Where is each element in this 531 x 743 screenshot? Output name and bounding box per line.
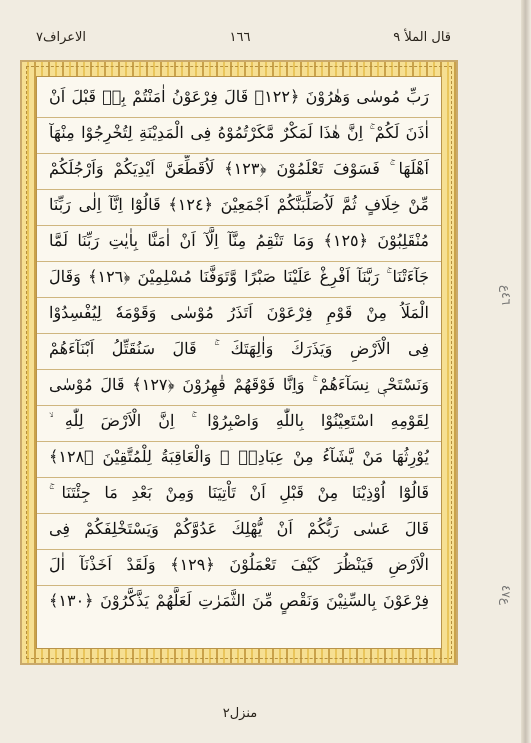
line-divider (37, 153, 441, 154)
page-header (0, 30, 531, 54)
line-divider (37, 477, 441, 478)
line-divider (37, 261, 441, 262)
verse-line: اٰذَنَ لَكُمْ ۚ اِنَّ هٰذَا لَمَكْرٌ مَّكَرْتُمُوْهُ فِی الْمَدِيْنَةِ لِتُخْرِجُوْا مِنْهَآ (49, 123, 429, 142)
verse-line: لِقَوْمِهِ اسْتَعِيْنُوْا بِاللّٰهِ وَاصْبِرُوْا ۚ اِنَّ الْاَرْضَ لِلّٰهِ ۙ (49, 411, 429, 430)
manzil-marker: منزل٢ (222, 706, 258, 721)
page-number: ١٦٦ (229, 30, 251, 45)
juz-name: قال الملأ ٩ (393, 30, 451, 45)
surah-name: الاعراف٧ (36, 30, 87, 45)
ornamental-border-frame (20, 60, 458, 665)
verse-line: فِی الْاَرْضِ وَيَذَرَكَ وَاٰلِهَتَكَ ۚ قَالَ سَنُقَتِّلُ اَبْنَآءَهُمْ (49, 339, 429, 358)
page-seam (521, 0, 531, 743)
line-divider (37, 333, 441, 334)
line-divider (37, 405, 441, 406)
verse-line: مِّنْ خِلَافٍ ثُمَّ لَاُصَلِّبَنَّكُمْ اَجْمَعِيْنَ ﴿١٢٤﴾ قَالُوْٓا اِنَّآ اِلٰى رَبِّنَا (49, 195, 429, 214)
verse-line: رَبِّ مُوسٰى وَهٰرُوْنَ ﴿١٢٢﴾ قَالَ فِرْعَوْنُ اٰمَنْتُمْ بِهٖ قَبْلَ اَنْ (49, 87, 429, 106)
verse-line: الْاَرْضِ فَيَنْظُرَ كَيْفَ تَعْمَلُوْنَ ﴿١٢٩﴾ وَلَقَدْ اَخَذْنَآ اٰلَ (49, 555, 429, 574)
verse-line: فِرْعَوْنَ بِالسِّنِيْنَ وَنَقْصٍ مِّنَ الثَّمَرٰتِ لَعَلَّهُمْ يَذَّكَّرُوْنَ ﴿١٣٠﴾ (49, 591, 429, 610)
verse-line: جَآءَتْنَا ۚ رَبَّنَآ اَفْرِغْ عَلَيْنَا صَبْرًا وَّتَوَفَّنَا مُسْلِمِيْنَ ﴿١٢٦﴾ وَقَالَ (49, 267, 429, 286)
verse-line: وَنَسْتَحْیٖ نِسَآءَهُمْ ۚ وَاِنَّا فَوْقَهُمْ قٰهِرُوْنَ ﴿١٢٧﴾ قَالَ مُوْسٰى (49, 375, 429, 394)
verse-line: قَالُوْٓا اُوْذِيْنَا مِنْ قَبْلِ اَنْ تَاْتِيَنَا وَمِنْ بَعْدِ مَا جِئْتَنَا ۚ (49, 483, 429, 502)
verse-line: مُنْقَلِبُوْنَ ﴿١٢٥﴾ وَمَا تَنْقِمُ مِنَّآ اِلَّآ اَنْ اٰمَنَّا بِاٰيٰتِ رَبِّنَا لَمَّا (49, 231, 429, 250)
verse-line: يُوْرِثُهَا مَنْ يَّشَآءُ مِنْ عِبَادِهٖ ۚ وَالْعَاقِبَةُ لِلْمُتَّقِيْنَ ﴿١٢٨﴾ (49, 447, 429, 466)
verse-line: قَالَ عَسٰى رَبُّكُمْ اَنْ يُّهْلِكَ عَدُوَّكُمْ وَيَسْتَخْلِفَكُمْ فِی (49, 519, 429, 538)
line-divider (37, 369, 441, 370)
line-divider (37, 585, 441, 586)
line-divider (37, 513, 441, 514)
ruku-marker-top: ٤٦ع (499, 285, 513, 306)
ruku-marker-bottom: ع٤٧ (499, 585, 513, 606)
line-divider (37, 297, 441, 298)
verse-line: اَهْلَهَا ۚ فَسَوْفَ تَعْلَمُوْنَ ﴿١٢٣﴾ لَاُقَطِّعَنَّ اَيْدِيَكُمْ وَاَرْجُلَكُمْ (49, 159, 429, 178)
line-divider (37, 117, 441, 118)
line-divider (37, 225, 441, 226)
line-divider (37, 441, 441, 442)
verse-line: الْمَلَاُ مِنْ قَوْمِ فِرْعَوْنَ اَتَذَرُ مُوْسٰى وَقَوْمَهٗ لِيُفْسِدُوْا (49, 303, 429, 322)
line-divider (37, 189, 441, 190)
text-panel (36, 76, 442, 649)
line-divider (37, 549, 441, 550)
